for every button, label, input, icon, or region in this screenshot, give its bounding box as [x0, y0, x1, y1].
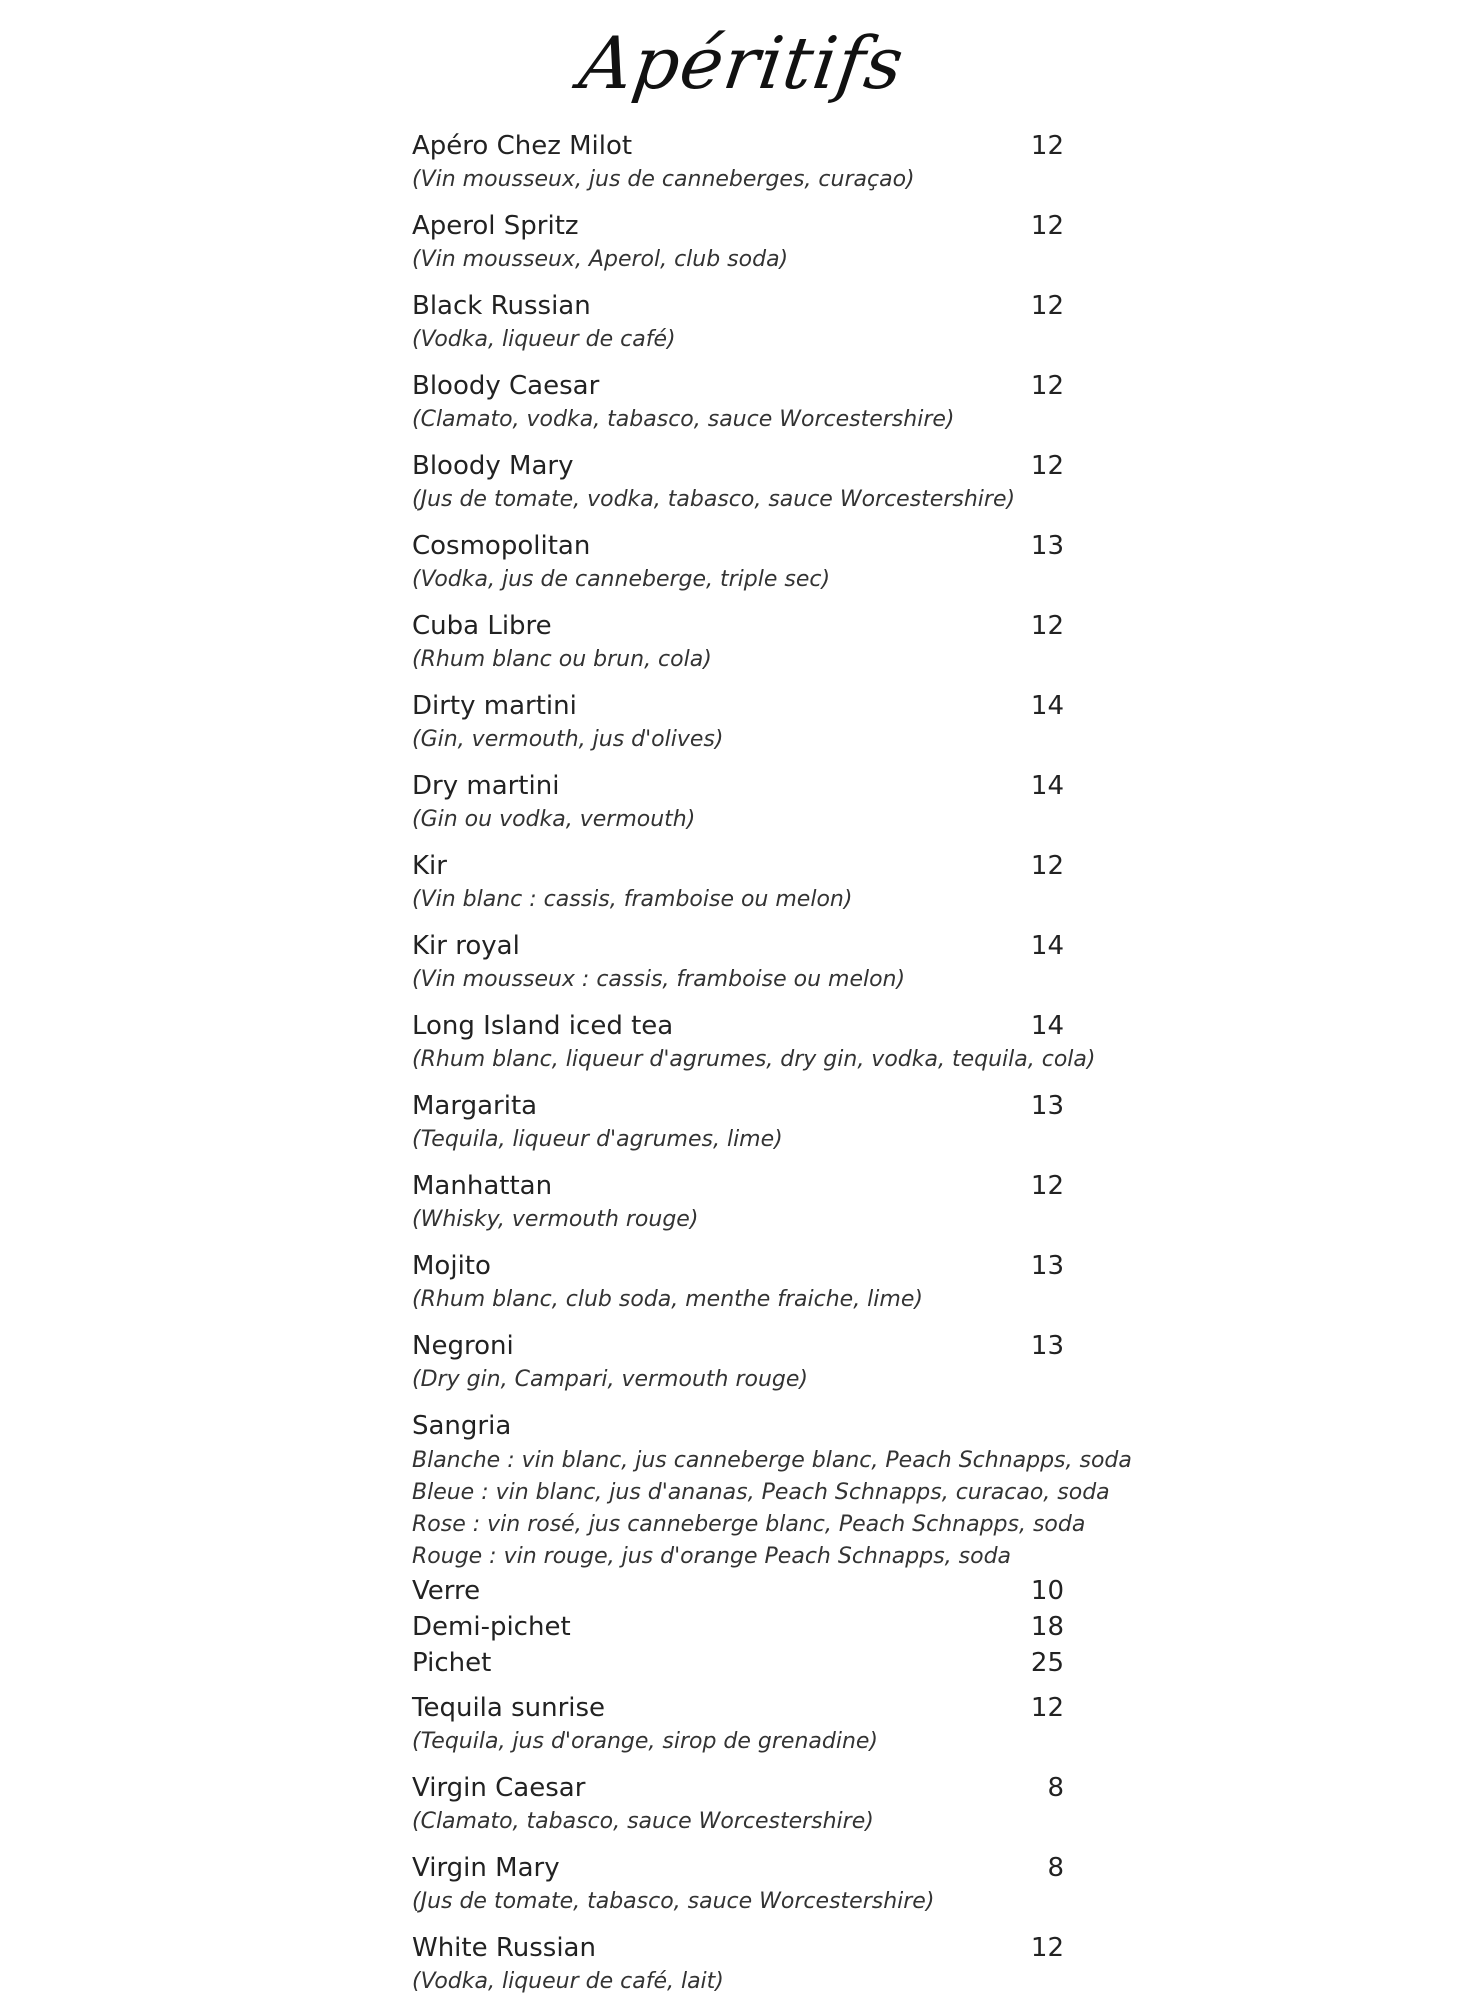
- size-price: 18: [1030, 1612, 1064, 1642]
- item-price: 12: [1030, 1933, 1064, 1963]
- item-description: (Vin mousseux, Aperol, club soda): [412, 247, 789, 272]
- item-name: Mojito: [412, 1251, 491, 1281]
- menu-item: [412, 128, 1064, 195]
- item-name: Apéro Chez Milot: [412, 131, 633, 161]
- item-price: 12: [1030, 1171, 1064, 1201]
- item-name: Black Russian: [412, 291, 591, 321]
- item-description: (Clamato, tabasco, sauce Worcestershire): [412, 1809, 874, 1834]
- item-description: (Vodka, jus de canneberge, triple sec): [412, 567, 831, 592]
- item-name: Aperol Spritz: [412, 211, 579, 241]
- item-price: 14: [1030, 691, 1064, 721]
- size-name: Demi-pichet: [412, 1612, 571, 1642]
- menu-item: [412, 608, 1064, 675]
- menu-list: [412, 128, 1132, 2010]
- item-price: 8: [1047, 1853, 1064, 1883]
- item-price: 12: [1030, 451, 1064, 481]
- item-price: 14: [1030, 771, 1064, 801]
- item-name: Dry martini: [412, 771, 560, 801]
- item-price: 14: [1030, 1011, 1064, 1041]
- menu-item: [412, 208, 1064, 275]
- menu-item: [412, 928, 1064, 995]
- size-price: 25: [1030, 1648, 1064, 1678]
- sangria-size: [412, 1573, 1064, 1609]
- sangria-size: [412, 1645, 1064, 1681]
- item-description: (Jus de tomate, vodka, tabasco, sauce Worcestershire): [412, 487, 1016, 512]
- item-description: (Vodka, liqueur de café, lait): [412, 1969, 724, 1994]
- menu-item: [412, 768, 1064, 835]
- sangria-variant: Bleue : vin blanc, jus d'ananas, Peach Schnapps, curacao, soda: [412, 1480, 1110, 1505]
- item-description: (Rhum blanc ou brun, cola): [412, 647, 712, 672]
- item-price: 12: [1030, 1693, 1064, 1723]
- item-description: (Vin mousseux : cassis, framboise ou melon): [412, 967, 906, 992]
- size-name: Verre: [412, 1576, 481, 1606]
- menu-item: [412, 1850, 1064, 1917]
- item-price: 8: [1047, 1773, 1064, 1803]
- sangria-variant: Rose : vin rosé, jus canneberge blanc, Peach Schnapps, soda: [412, 1512, 1086, 1537]
- item-description: (Vodka, liqueur de café): [412, 327, 676, 352]
- item-description: (Clamato, vodka, tabasco, sauce Worcestershire): [412, 407, 955, 432]
- item-name: Virgin Caesar: [412, 1773, 586, 1803]
- item-description: (Whisky, vermouth rouge): [412, 1207, 699, 1232]
- item-price: 13: [1030, 1251, 1064, 1281]
- sangria-variant: Rouge : vin rouge, jus d'orange Peach Schnapps, soda: [412, 1544, 1012, 1569]
- item-description: (Gin, vermouth, jus d'olives): [412, 727, 724, 752]
- item-name: Negroni: [412, 1331, 514, 1361]
- menu-item: [412, 1690, 1064, 1757]
- item-price: 13: [1030, 1091, 1064, 1121]
- menu-item: [412, 1168, 1064, 1235]
- item-description: (Jus de tomate, tabasco, sauce Worcestershire): [412, 1889, 935, 1914]
- item-description: (Rhum blanc, liqueur d'agrumes, dry gin, vodka, tequila, cola): [412, 1047, 1096, 1072]
- item-price: 12: [1030, 611, 1064, 641]
- page-title: Apéritifs: [574, 21, 910, 105]
- item-description: (Vin mousseux, jus de canneberges, curaçao): [412, 167, 915, 192]
- item-price: 12: [1030, 131, 1064, 161]
- item-name: Manhattan: [412, 1171, 553, 1201]
- item-price: 13: [1030, 1331, 1064, 1361]
- size-name: Pichet: [412, 1648, 492, 1678]
- item-name: White Russian: [412, 1933, 596, 1963]
- item-description: (Rhum blanc, club soda, menthe fraiche, lime): [412, 1287, 923, 1312]
- item-price: 12: [1030, 291, 1064, 321]
- menu-item: [412, 1248, 1064, 1315]
- item-price: 13: [1030, 531, 1064, 561]
- item-description: (Vin blanc : cassis, framboise ou melon): [412, 887, 853, 912]
- menu-item: [412, 528, 1064, 595]
- item-description: (Tequila, liqueur d'agrumes, lime): [412, 1127, 783, 1152]
- menu-item: [412, 1328, 1064, 1395]
- sangria-variant: Blanche : vin blanc, jus canneberge blanc, Peach Schnapps, soda: [412, 1448, 1132, 1473]
- item-name: Kir: [412, 851, 447, 881]
- item-price: 14: [1030, 931, 1064, 961]
- item-name: Margarita: [412, 1091, 538, 1121]
- item-name: Bloody Caesar: [412, 371, 600, 401]
- menu-item: [412, 848, 1064, 915]
- item-name: Tequila sunrise: [412, 1693, 606, 1723]
- item-price: 12: [1030, 211, 1064, 241]
- item-description: (Gin ou vodka, vermouth): [412, 807, 696, 832]
- menu-item: [412, 1930, 1064, 1997]
- item-name: Kir royal: [412, 931, 520, 961]
- item-name: Virgin Mary: [412, 1853, 560, 1883]
- menu-item: [412, 368, 1064, 435]
- menu-item: [412, 288, 1064, 355]
- menu-item: [412, 448, 1064, 515]
- menu-item: [412, 1008, 1096, 1075]
- sangria-size: [412, 1609, 1064, 1645]
- menu-item: [412, 688, 1064, 755]
- item-name: Cuba Libre: [412, 611, 552, 641]
- item-name: Bloody Mary: [412, 451, 574, 481]
- item-name: Cosmopolitan: [412, 531, 591, 561]
- item-name: Long Island iced tea: [412, 1011, 674, 1041]
- item-description: (Dry gin, Campari, vermouth rouge): [412, 1367, 808, 1392]
- size-price: 10: [1030, 1576, 1064, 1606]
- item-price: 12: [1030, 371, 1064, 401]
- menu-item: [412, 1770, 1064, 1837]
- item-name: Sangria: [412, 1411, 512, 1441]
- item-description: (Tequila, jus d'orange, sirop de grenadine): [412, 1729, 879, 1754]
- menu-item-sangria: [412, 1408, 1132, 1681]
- menu-item: [412, 1088, 1064, 1155]
- item-price: 12: [1030, 851, 1064, 881]
- item-name: Dirty martini: [412, 691, 577, 721]
